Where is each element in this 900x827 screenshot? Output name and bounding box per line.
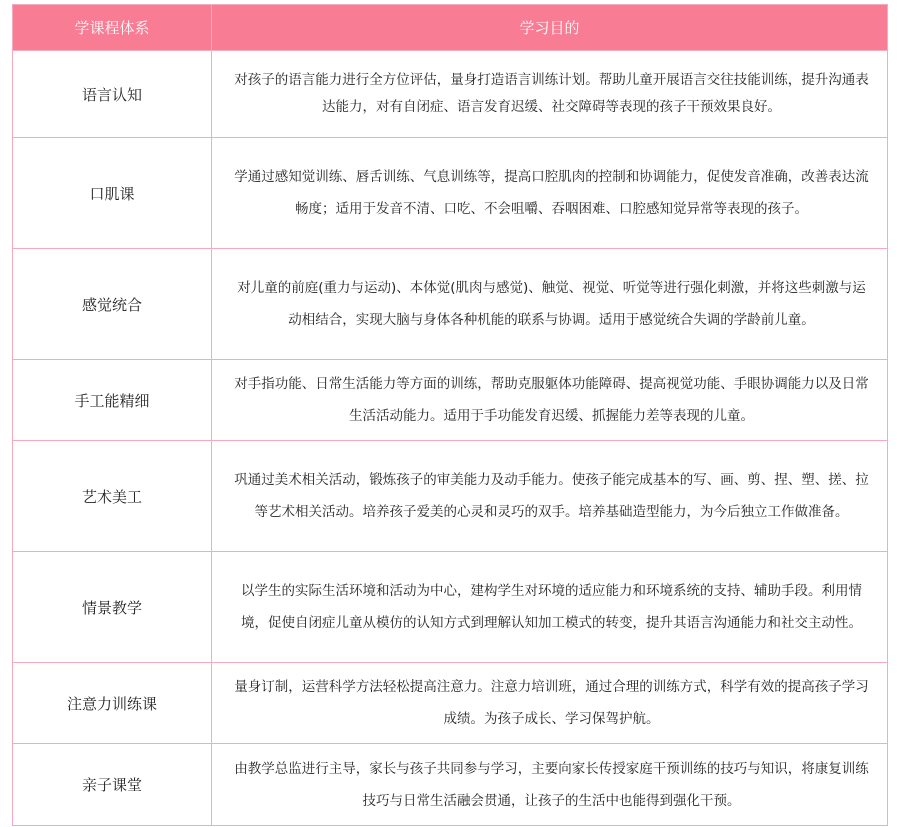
table-row (13, 744, 888, 826)
course-name: 语言认知 (13, 51, 212, 138)
table-row (13, 138, 888, 249)
course-description: 以学生的实际生活环境和活动为中心，建构学生对环境的适应能力和环境系统的支持、辅助手段。利用情境，促使自闭症儿童从模仿的认知方式到理解认知加工模式的转变，提升其语言沟通能力和社交主动性。 (212, 552, 888, 663)
header-course-system: 学课程体系 (13, 5, 212, 51)
course-name: 口肌课 (13, 138, 212, 249)
table-header (13, 5, 888, 51)
course-name: 手工能精细 (13, 360, 212, 441)
course-description: 由教学总监进行主导，家长与孩子共同参与学习，主要向家长传授家庭干预训练的技巧与知识，将康复训练技巧与日常生活融会贯通，让孩子的生活中也能得到强化干预。 (212, 744, 888, 826)
course-table (12, 4, 888, 826)
course-name: 亲子课堂 (13, 744, 212, 826)
course-description: 量身订制，运营科学方法轻松提高注意力。注意力培训班，通过合理的训练方式，科学有效的提高孩子学习成绩。为孩子成长、学习保驾护航。 (212, 663, 888, 744)
course-name: 注意力训练课 (13, 663, 212, 744)
table-row (13, 360, 888, 441)
course-description: 对手指功能、日常生活能力等方面的训练，帮助克服躯体功能障碍、提高视觉功能、手眼协调能力以及日常生活活动能力。适用于手功能发育迟缓、抓握能力差等表现的儿童。 (212, 360, 888, 441)
table-row (13, 441, 888, 552)
header-learning-goal: 学习目的 (212, 5, 888, 51)
course-name: 感觉统合 (13, 249, 212, 360)
course-description: 学通过感知觉训练、唇舌训练、气息训练等，提高口腔肌肉的控制和协调能力，促使发音准确，改善表达流畅度；适用于发音不清、口吃、不会咀嚼、吞咽困难、口腔感知觉异常等表现的孩子。 (212, 138, 888, 249)
table-row (13, 51, 888, 138)
course-name: 艺术美工 (13, 441, 212, 552)
table-row (13, 663, 888, 744)
table-row (13, 552, 888, 663)
course-name: 情景教学 (13, 552, 212, 663)
course-description: 对儿童的前庭(重力与运动)、本体觉(肌肉与感觉)、触觉、视觉、听觉等进行强化刺激，并将这些刺激与运动相结合，实现大脑与身体各种机能的联系与协调。适用于感觉统合失调的学龄前儿童。 (212, 249, 888, 360)
course-description: 对孩子的语言能力进行全方位评估，量身打造语言训练计划。帮助儿童开展语言交往技能训练，提升沟通表达能力，对有自闭症、语言发育迟缓、社交障碍等表现的孩子干预效果良好。 (212, 51, 888, 138)
course-description: 巩通过美术相关活动，锻炼孩子的审美能力及动手能力。使孩子能完成基本的写、画、剪、捏、塑、搓、拉等艺术相关活动。培养孩子爱美的心灵和灵巧的双手。培养基础造型能力，为今后独立工作做准备。 (212, 441, 888, 552)
table-row (13, 249, 888, 360)
